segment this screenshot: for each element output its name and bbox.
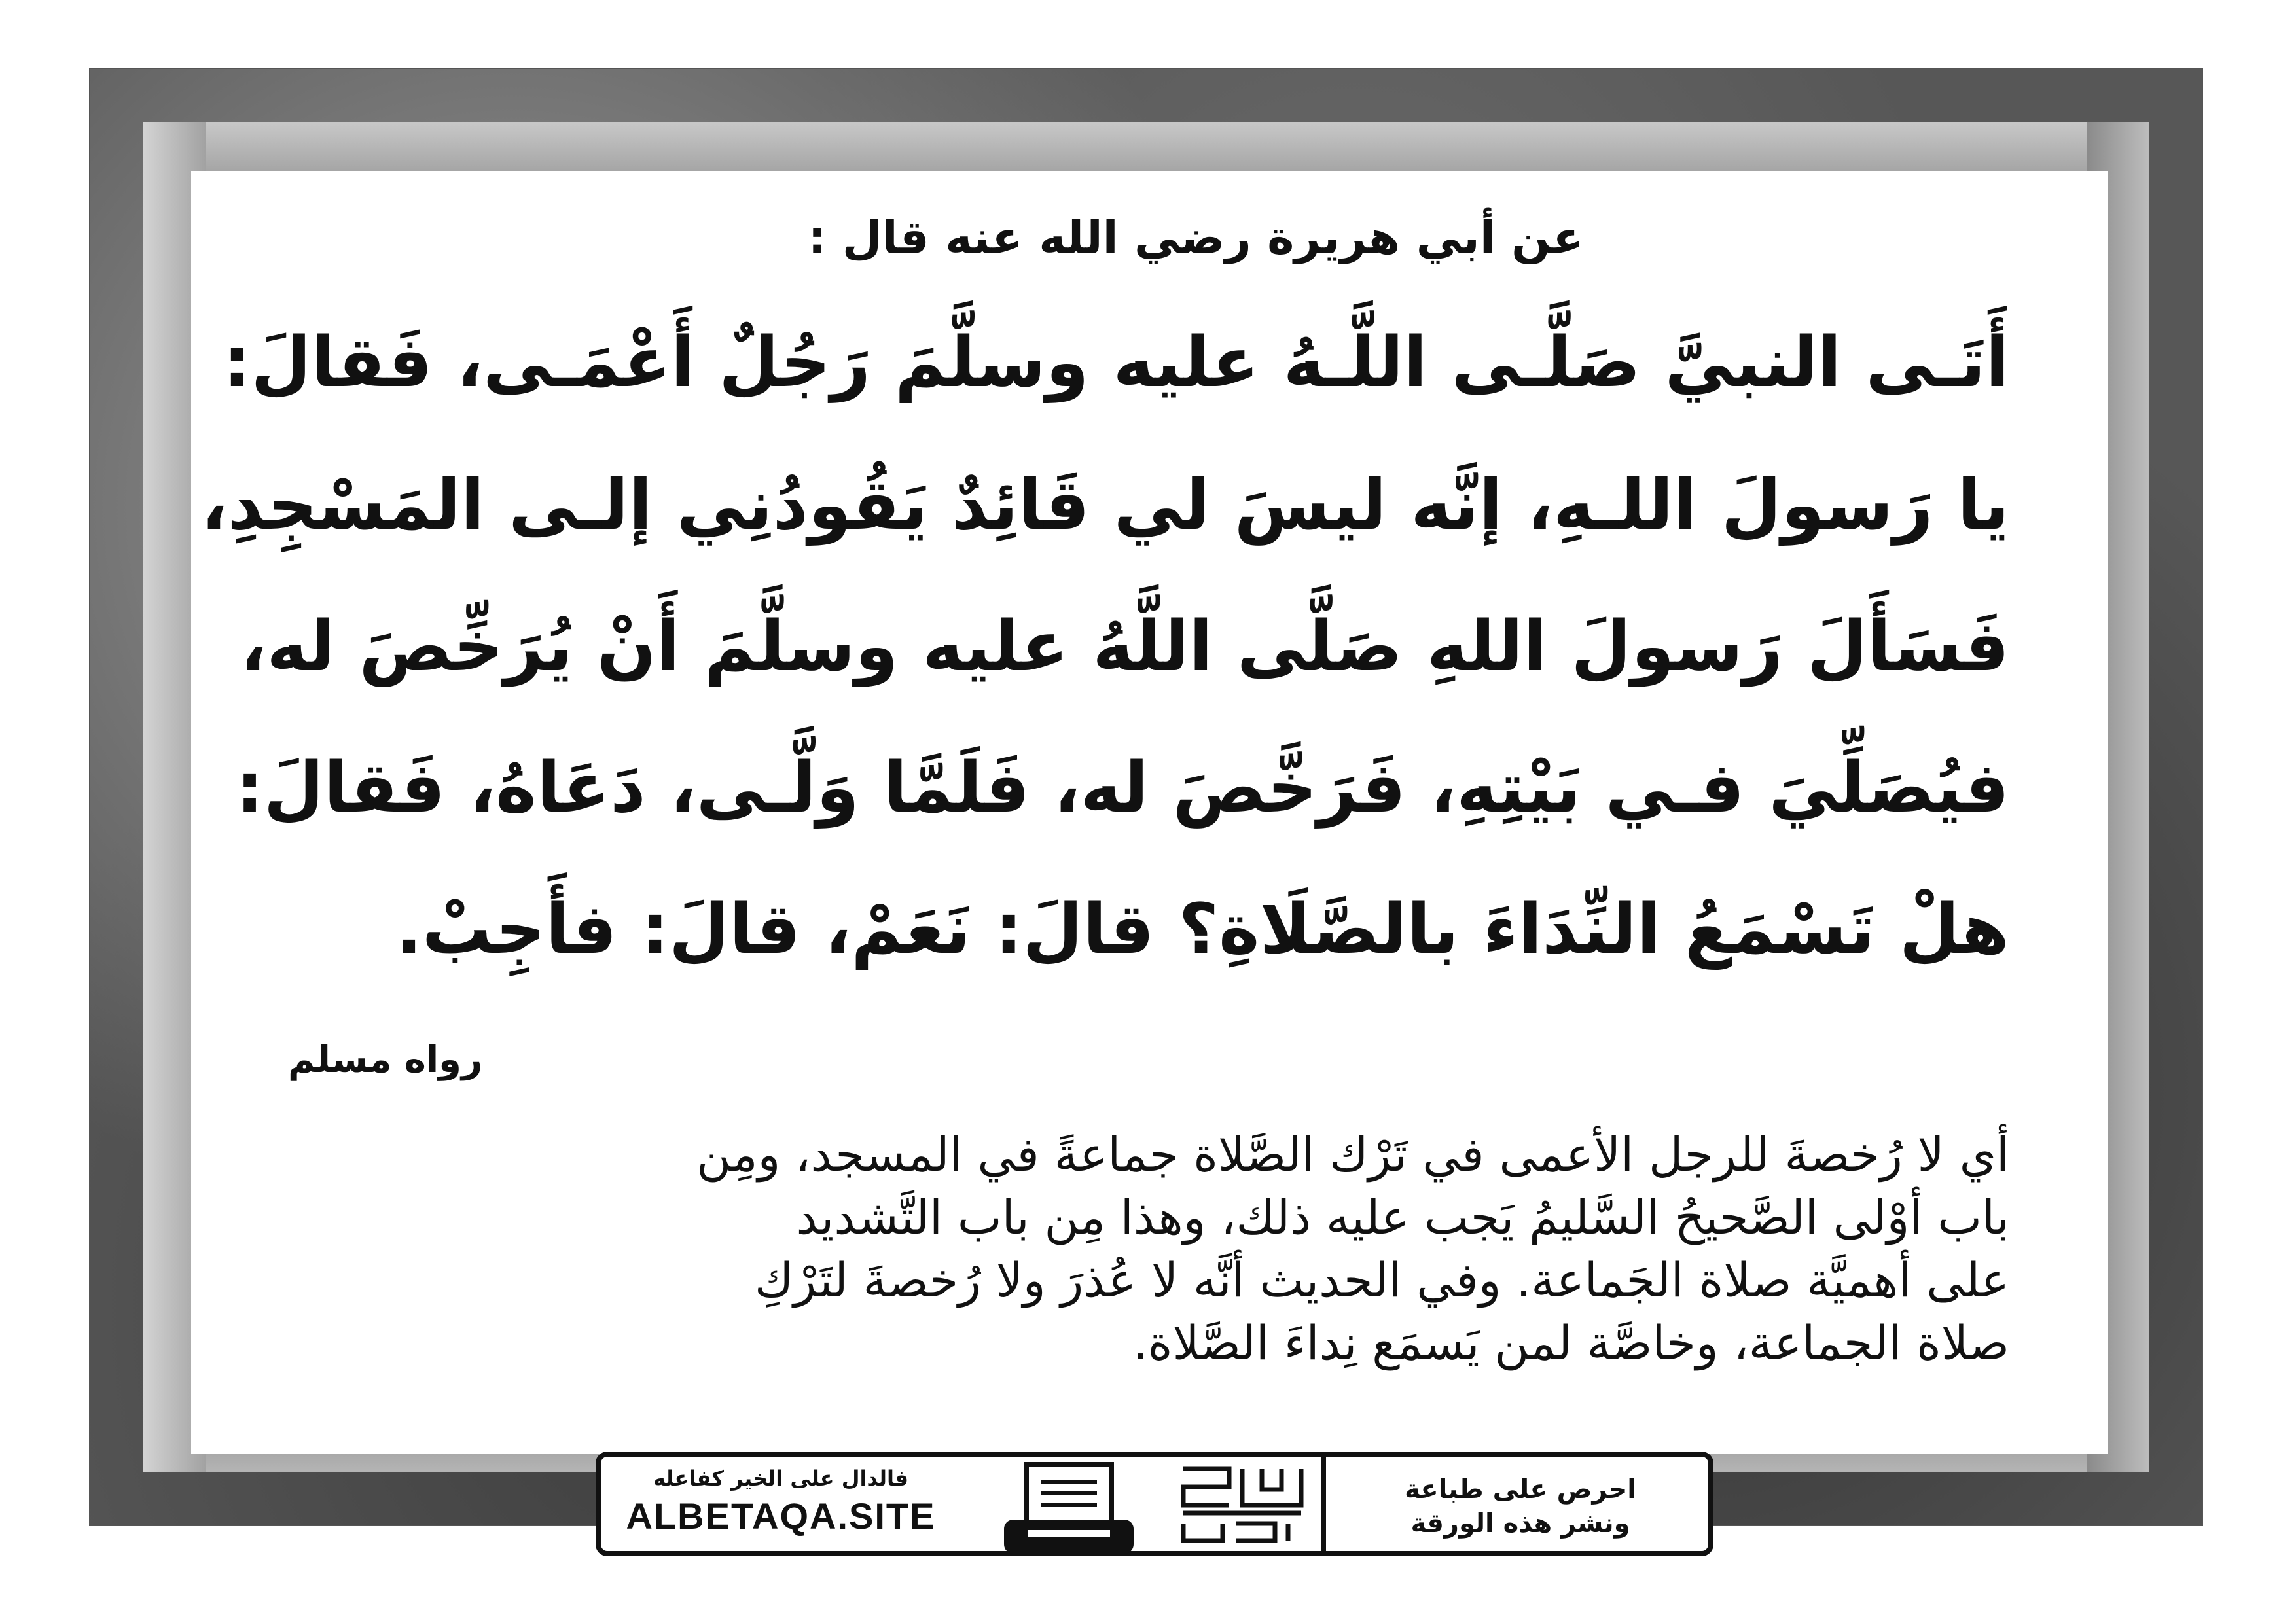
footer-slogan: فالدال على الخير كفاعله: [653, 1466, 908, 1491]
commentary-line-1: أي لا رُخصةَ للرجل الأعمى في تَرْك الصَّلاة جماعةً في المسجد، ومِن: [696, 1127, 2009, 1182]
printer-icon: [1000, 1459, 1138, 1560]
hadith-source: رواه مسلم: [288, 1039, 483, 1081]
hadith-line-4: فيُصَلِّيَ فـي بَيْتِهِ، فَرَخَّصَ له، فَلَمَّا وَلَّـى، دَعَاهُ، فَقالَ:: [236, 747, 2009, 828]
hadith-line-2: يا رَسولَ اللـهِ، إنَّه ليسَ لي قَائِدٌ يَقُودُنِي إلـى المَسْجِدِ،: [201, 465, 2009, 545]
footer-divider: [1321, 1457, 1326, 1551]
footer-website-block: [614, 1466, 948, 1544]
footer-bar: [596, 1452, 1713, 1556]
dawa-bel-waraqa-logo: [1177, 1461, 1308, 1546]
commentary-line-2: باب أوْلى الصَّحيحُ السَّليمُ يَجب عليه ذلك، وهذا مِن باب التَّشديد: [796, 1190, 2009, 1245]
narrator-intro: عن أبي هريرة رضي الله عنه قال :: [808, 211, 1584, 264]
commentary-line-4: صلاة الجماعة، وخاصَّة لمن يَسمَع نِداءَ الصَّلاة.: [1132, 1315, 2009, 1370]
print-request-block: [1340, 1472, 1700, 1541]
website-link[interactable]: ALBETAQA.SITE: [626, 1495, 936, 1537]
hadith-line-1: أَتَـى النبيَّ صَلَّـى اللَّـهُ عليه وسلَّمَ رَجُلٌ أَعْمَـى، فَقالَ:: [223, 322, 2009, 402]
commentary-line-3: على أهميَّة صلاة الجَماعة. وفي الحديث أنَّه لا عُذرَ ولا رُخصةَ لتَرْكِ: [755, 1253, 2009, 1308]
hadith-line-3: فَسَأَلَ رَسولَ اللهِ صَلَّى اللَّهُ عليه وسلَّمَ أَنْ يُرَخِّصَ له،: [240, 606, 2009, 687]
content-panel: [191, 171, 2108, 1454]
hadith-line-5: هلْ تَسْمَعُ النِّدَاءَ بالصَّلَاةِ؟ قالَ: نَعَمْ، قالَ: فأَجِبْ.: [395, 889, 2009, 969]
print-request-line-1: احرص على طباعة: [1405, 1474, 1636, 1505]
print-request-line-2: ونشر هذه الورقة: [1410, 1508, 1630, 1539]
